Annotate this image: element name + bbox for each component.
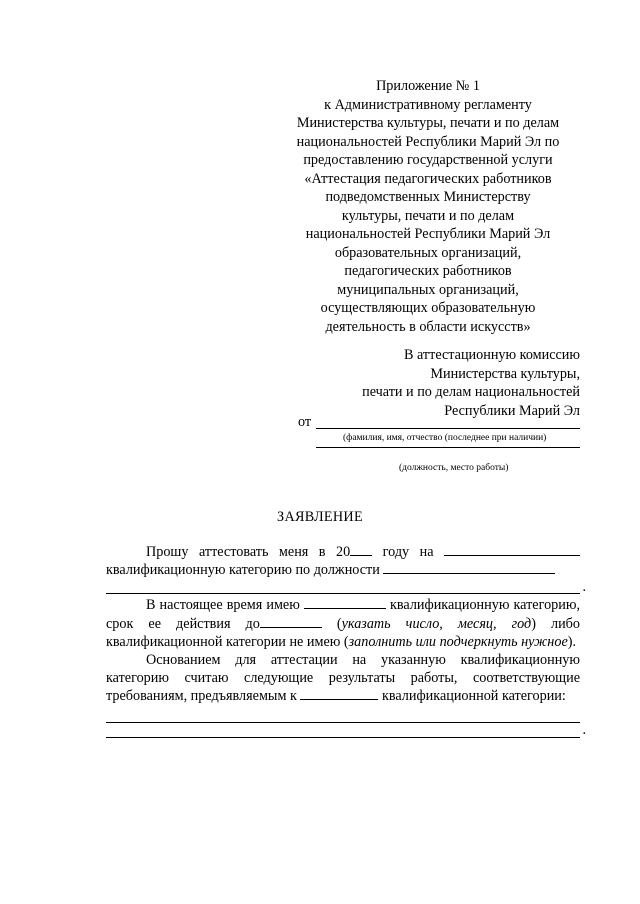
- text: В настоящее время имею: [146, 597, 304, 614]
- grounds-field-line-1[interactable]: [106, 708, 580, 723]
- from-label: от: [298, 414, 312, 430]
- recipient-line: В аттестационную комиссию: [403, 347, 580, 363]
- statement-body: [106, 543, 586, 739]
- appendix-line: национальностей Республики Марий Эл: [305, 226, 551, 242]
- from-row: [298, 414, 580, 432]
- text: .: [582, 722, 586, 739]
- recipient-line: Республики Марий Эл: [444, 402, 580, 419]
- text: (: [321, 615, 342, 632]
- validity-date-field[interactable]: [260, 615, 322, 628]
- appendix-line: подведомственных Министерству: [325, 189, 531, 205]
- text: Основанием для аттестации на указанную квалификационную категорию считаю следующие результаты работы, соответствующие требованиям, предъявляемым к: [106, 652, 580, 705]
- text: квалификационную категорию по должности: [106, 562, 384, 579]
- text: квалификационной категории:: [378, 688, 566, 705]
- current-category-field[interactable]: [304, 596, 386, 609]
- text: квалификационную категорию, срок ее действия до: [106, 597, 580, 632]
- appendix-line: образовательных организаций,: [334, 244, 522, 261]
- recipient-block: [300, 346, 580, 420]
- document-title: ЗАЯВЛЕНИЕ: [277, 509, 363, 525]
- applicant-name-field[interactable]: [316, 428, 580, 429]
- text: году на: [372, 544, 444, 560]
- recipient-line: печати и по делам национальностей: [362, 384, 580, 400]
- requested-category-field[interactable]: [300, 687, 378, 700]
- year-field[interactable]: [350, 543, 372, 556]
- appendix-line: деятельность в области искусств»: [325, 318, 531, 335]
- appendix-line: педагогических работников: [344, 263, 512, 279]
- paragraph-grounds: [106, 651, 580, 706]
- italic-hint: указать число, месяц, год: [341, 615, 532, 632]
- job-title-continuation-field[interactable]: [106, 579, 586, 596]
- paragraph-request: [106, 543, 580, 579]
- appendix-line: Приложение № 1: [376, 78, 480, 94]
- text: ) либо квалификационной категории не имею (: [106, 615, 580, 650]
- text: .: [582, 579, 586, 596]
- position-caption: (должность, место работы): [399, 463, 509, 473]
- appendix-line: осуществляющих образовательную: [320, 300, 536, 316]
- appendix-line: муниципальных организаций,: [337, 281, 519, 298]
- grounds-field-line-2[interactable]: [106, 722, 586, 739]
- job-title-field[interactable]: [383, 561, 555, 574]
- appendix-header: [268, 77, 588, 336]
- text: Прошу аттестовать меня в 20: [146, 544, 351, 560]
- appendix-line: к Административному регламенту: [324, 96, 532, 113]
- recipient-line: Министерства культуры,: [430, 365, 580, 382]
- paragraph-current-category: [106, 596, 580, 651]
- appendix-line: «Аттестация педагогических работников: [304, 170, 552, 187]
- category-field[interactable]: [444, 543, 580, 556]
- appendix-line: национальностей Республики Марий Эл по: [296, 133, 560, 150]
- applicant-position-field[interactable]: [316, 447, 580, 448]
- name-caption: (фамилия, имя, отчество (последнее при наличии): [343, 433, 547, 443]
- text: ).: [567, 633, 577, 650]
- italic-hint: заполнить или подчеркнуть нужное: [348, 633, 568, 650]
- appendix-line: Министерства культуры, печати и по делам: [296, 115, 560, 131]
- appendix-line: культуры, печати и по делам: [341, 207, 515, 224]
- appendix-line: предоставлению государственной услуги: [303, 152, 553, 168]
